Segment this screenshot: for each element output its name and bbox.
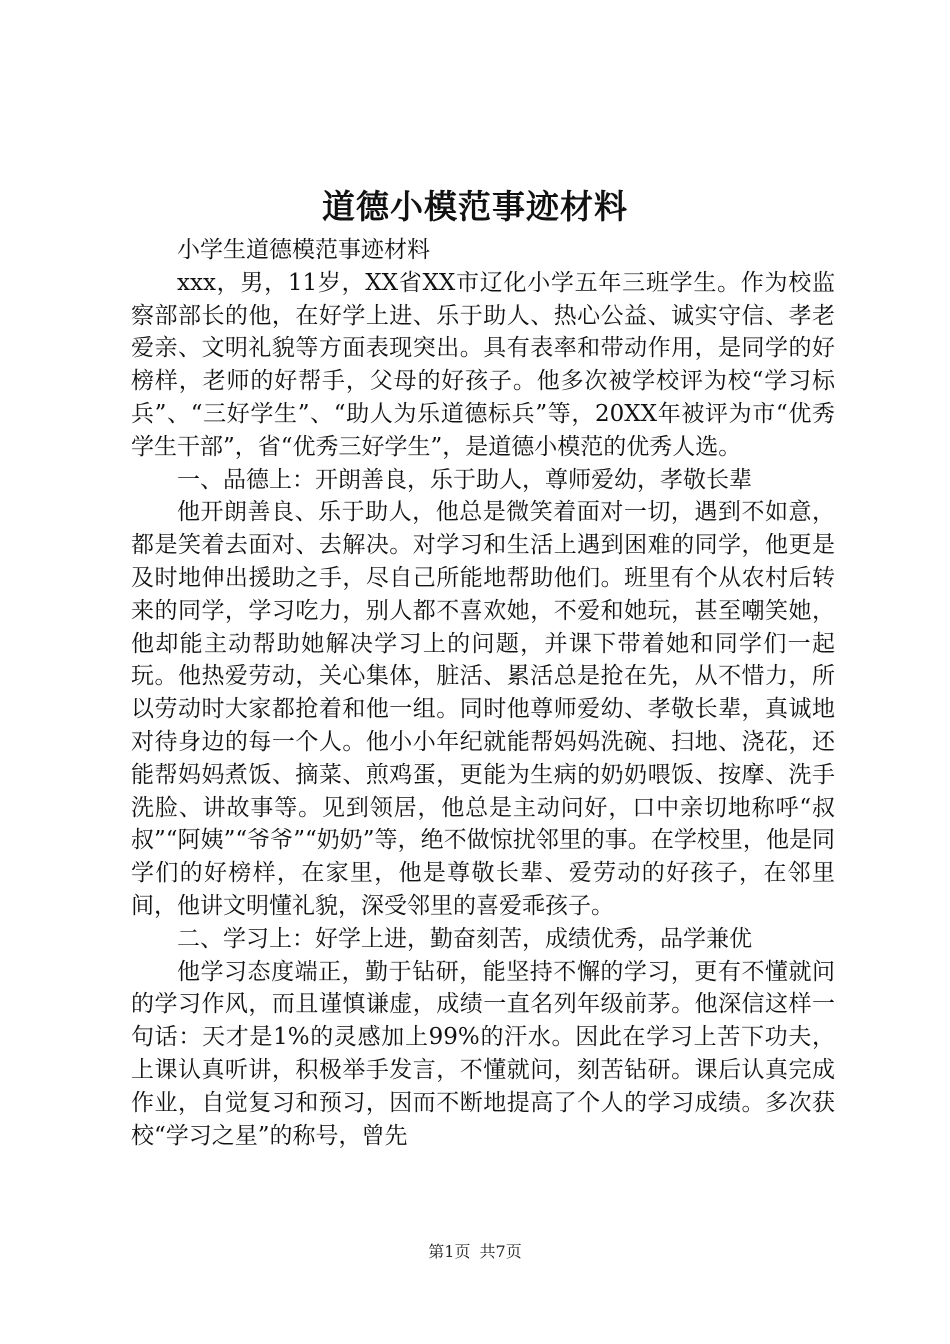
study-paragraph: 他学习态度端正，勤于钻研，能坚持不懈的学习，更有不懂就问的学习作风，而且谨慎谦虚，成绩一直名列年级前茅。他深信这样一句话：天才是1%的灵感加上99%的汗水。因此在学习上苦下功夫，上课认真听讲，积极举手发言，不懂就问，刻苦钻研。课后认真完成作业，自觉复习和预习，因而不断地提高了个人的学习成绩。多次获校“学习之星”的称号，曾先 (131, 958, 835, 1149)
section-heading-morality: 一、品德上：开朗善良，乐于助人，尊师爱幼，孝敬长辈 (177, 466, 752, 493)
section-heading-study: 二、学习上：好学上进，勤奋刻苦，成绩优秀，品学兼优 (177, 925, 752, 952)
page-footer (0, 1241, 950, 1263)
page-number: 第1页 (428, 1242, 471, 1261)
document-title: 道德小模范事迹材料 (322, 187, 628, 226)
document-body (131, 234, 835, 1152)
page-total: 共7页 (479, 1242, 522, 1261)
morality-paragraph: 他开朗善良、乐于助人，他总是微笑着面对一切，遇到不如意，都是笑着去面对、去解决。对学习和生活上遇到困难的同学，他更是及时地伸出援助之手，尽自己所能地帮助他们。班里有个从农村后转来的同学，学习吃力，别人都不喜欢她，不爱和她玩，甚至嘲笑她，他却能主动帮助她解决学习上的问题，并课下带着她和同学们一起玩。他热爱劳动，关心集体，脏活、累活总是抢在先，从不惜力，所以劳动时大家都抢着和他一组。同时他尊师爱幼、孝敬长辈，真诚地对待身边的每一个人。他小小年纪就能帮妈妈洗碗、扫地、浇花，还能帮妈妈煮饭、摘菜、煎鸡蛋，更能为生病的奶奶喂饭、按摩、洗手洗脸、讲故事等。见到领居，他总是主动问好，口中亲切地称呼“叔叔”“阿姨”“爷爷”“奶奶”等，绝不做惊扰邻里的事。在学校里，他是同学们的好榜样，在家里，他是尊敬长辈、爱劳动的好孩子，在邻里间，他讲文明懂礼貌，深受邻里的喜爱乖孩子。 (131, 499, 835, 919)
intro-paragraph: xxx，男，11岁，XX省XX市辽化小学五年三班学生。作为校监察部部长的他，在好学上进、乐于助人、热心公益、诚实守信、孝老爱亲、文明礼貌等方面表现突出。具有表率和带动作用，是同学的好榜样，老师的好帮手，父母的好孩子。他多次被学校评为校“学习标兵”、“三好学生”、“助人为乐道德标兵”等，20XX年被评为市“优秀学生干部”，省“优秀三好学生”，是道德小模范的优秀人选。 (131, 269, 835, 460)
subtitle-paragraph: 小学生道德模范事迹材料 (177, 237, 430, 263)
